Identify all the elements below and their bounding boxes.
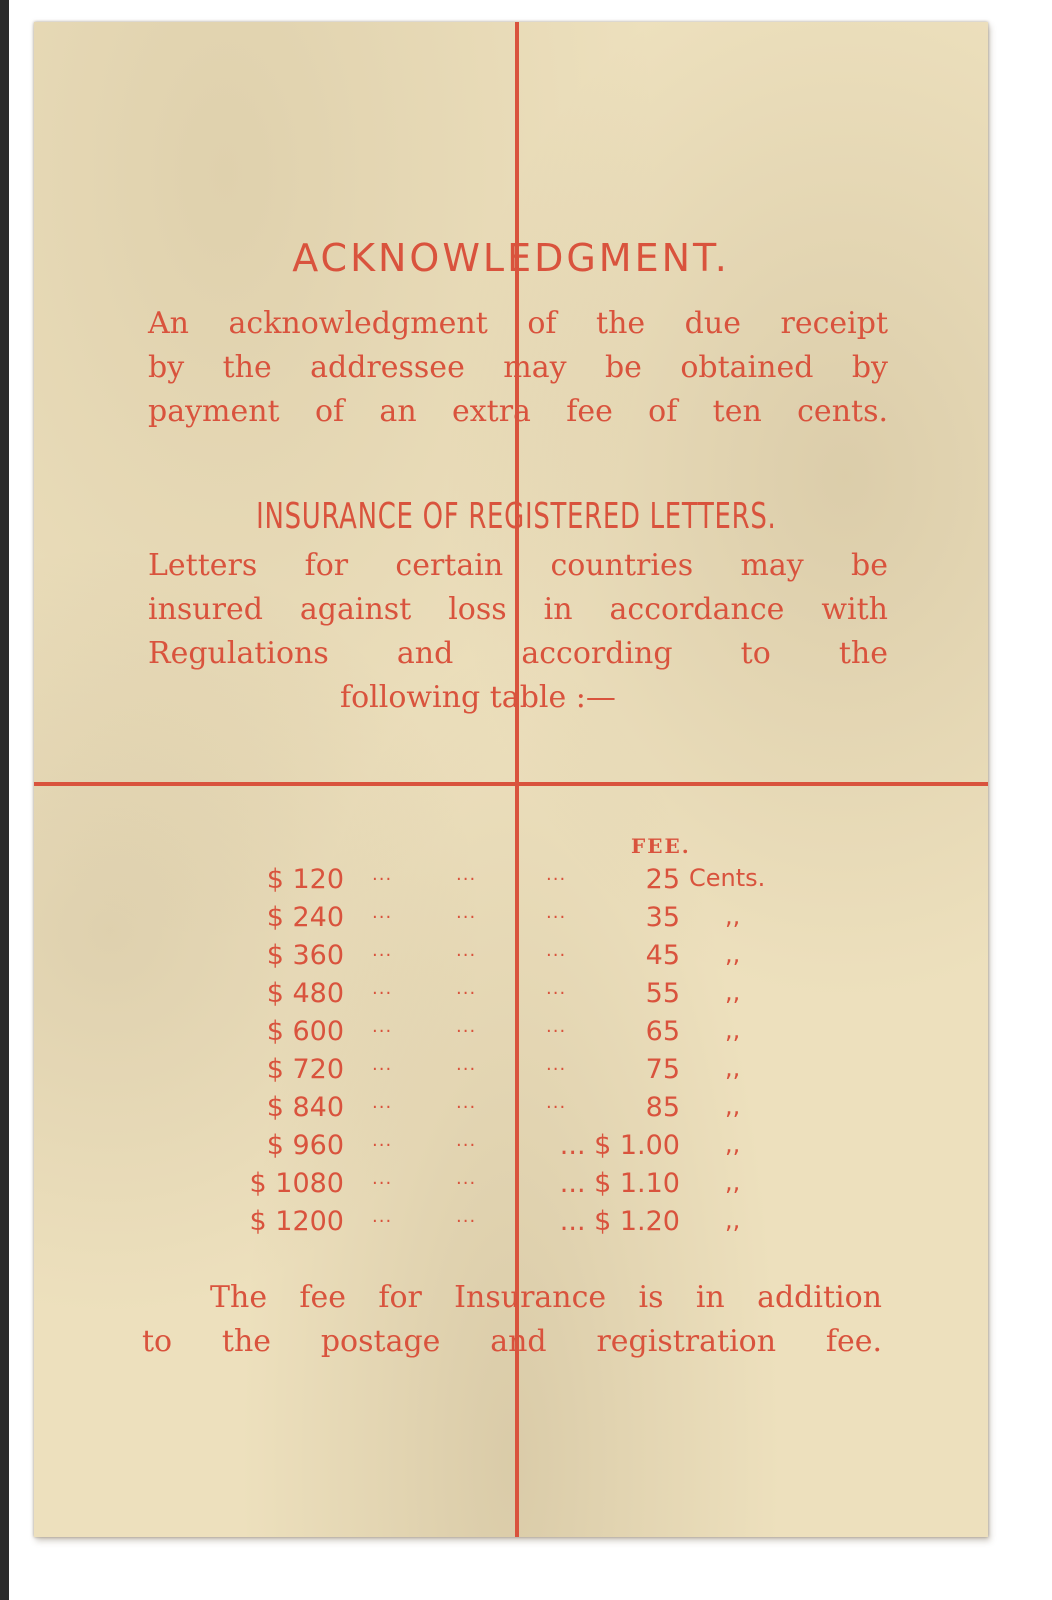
leader-dots: ... xyxy=(456,1206,477,1227)
fee-value: 35 xyxy=(645,902,680,933)
leader-dots: ... xyxy=(546,902,567,923)
table-row xyxy=(34,978,988,1016)
insured-amount: $ 480 xyxy=(266,978,344,1009)
leader-dots: ... xyxy=(372,1092,393,1113)
leader-dots: ... xyxy=(372,864,393,885)
leader-dots: ... xyxy=(546,940,567,961)
leader-dots: ... xyxy=(372,1130,393,1151)
leader-dots: ... xyxy=(372,1206,393,1227)
leader-dots: ... xyxy=(456,902,477,923)
fee-value: 85 xyxy=(645,1092,680,1123)
table-row xyxy=(34,1016,988,1054)
insured-amount: $ 1200 xyxy=(249,1206,344,1237)
leader-dots: ... xyxy=(546,864,567,885)
fee-value: 65 xyxy=(645,1016,680,1047)
leader-dots: ... xyxy=(456,1054,477,1075)
fee-value: ... $ 1.00 xyxy=(559,1130,680,1161)
insured-amount: $ 960 xyxy=(266,1130,344,1161)
insured-amount: $ 120 xyxy=(266,864,344,895)
insurance-heading: INSURANCE OF REGISTERED LETTERS. xyxy=(256,496,777,537)
ditto-mark: ,, xyxy=(725,1168,741,1196)
fee-value: 55 xyxy=(645,978,680,1009)
insurance-line-3: Regulations and according to the xyxy=(148,636,888,671)
leader-dots: ... xyxy=(546,1016,567,1037)
acknowledgment-line-1: An acknowledgment of the due receipt xyxy=(148,306,888,341)
fee-column-header: FEE. xyxy=(631,834,691,858)
leader-dots: ... xyxy=(372,902,393,923)
acknowledgment-heading: ACKNOWLEDGMENT. xyxy=(292,236,730,280)
ditto-mark: ,, xyxy=(725,1130,741,1158)
ditto-mark: ,, xyxy=(725,902,741,930)
horizontal-red-rule xyxy=(34,782,988,786)
insurance-line-2: insured against loss in accordance with xyxy=(148,592,888,627)
leader-dots: ... xyxy=(456,978,477,999)
leader-dots: ... xyxy=(546,1092,567,1113)
insured-amount: $ 1080 xyxy=(249,1168,344,1199)
leader-dots: ... xyxy=(456,1092,477,1113)
insured-amount: $ 240 xyxy=(266,902,344,933)
table-row xyxy=(34,940,988,978)
footer-line-1: The fee for Insurance is in addition xyxy=(210,1280,882,1315)
fee-value: ... $ 1.10 xyxy=(559,1168,680,1199)
ditto-mark: ,, xyxy=(725,1092,741,1120)
insured-amount: $ 600 xyxy=(266,1016,344,1047)
leader-dots: ... xyxy=(372,978,393,999)
leader-dots: ... xyxy=(456,1130,477,1151)
ditto-mark: ,, xyxy=(725,940,741,968)
table-row xyxy=(34,1168,988,1206)
leader-dots: ... xyxy=(456,940,477,961)
table-row xyxy=(34,864,988,902)
ditto-mark: ,, xyxy=(725,978,741,1006)
table-row xyxy=(34,902,988,940)
fee-unit: Cents. xyxy=(689,864,766,892)
table-row xyxy=(34,1054,988,1092)
table-row xyxy=(34,1130,988,1168)
fee-value: 25 xyxy=(645,864,680,895)
leader-dots: ... xyxy=(456,864,477,885)
leader-dots: ... xyxy=(372,1016,393,1037)
fee-value: ... $ 1.20 xyxy=(559,1206,680,1237)
fee-value: 75 xyxy=(645,1054,680,1085)
leader-dots: ... xyxy=(372,940,393,961)
ditto-mark: ,, xyxy=(725,1206,741,1234)
ditto-mark: ,, xyxy=(725,1054,741,1082)
ditto-mark: ,, xyxy=(725,1016,741,1044)
leader-dots: ... xyxy=(546,978,567,999)
leader-dots: ... xyxy=(372,1054,393,1075)
fee-value: 45 xyxy=(645,940,680,971)
leader-dots: ... xyxy=(456,1016,477,1037)
footer-line-2: to the postage and registration fee. xyxy=(142,1324,882,1359)
leader-dots: ... xyxy=(546,1054,567,1075)
table-row xyxy=(34,1206,988,1244)
leader-dots: ... xyxy=(372,1168,393,1189)
insurance-line-4: following table :— xyxy=(340,680,616,715)
insured-amount: $ 360 xyxy=(266,940,344,971)
table-row xyxy=(34,1092,988,1130)
insurance-line-1: Letters for certain countries may be xyxy=(148,548,888,583)
insured-amount: $ 840 xyxy=(266,1092,344,1123)
registration-card xyxy=(34,22,988,1537)
acknowledgment-line-2: by the addressee may be obtained by xyxy=(148,350,888,385)
scan-edge xyxy=(0,0,9,1600)
insured-amount: $ 720 xyxy=(266,1054,344,1085)
acknowledgment-line-3: payment of an extra fee of ten cents. xyxy=(148,394,888,429)
leader-dots: ... xyxy=(456,1168,477,1189)
